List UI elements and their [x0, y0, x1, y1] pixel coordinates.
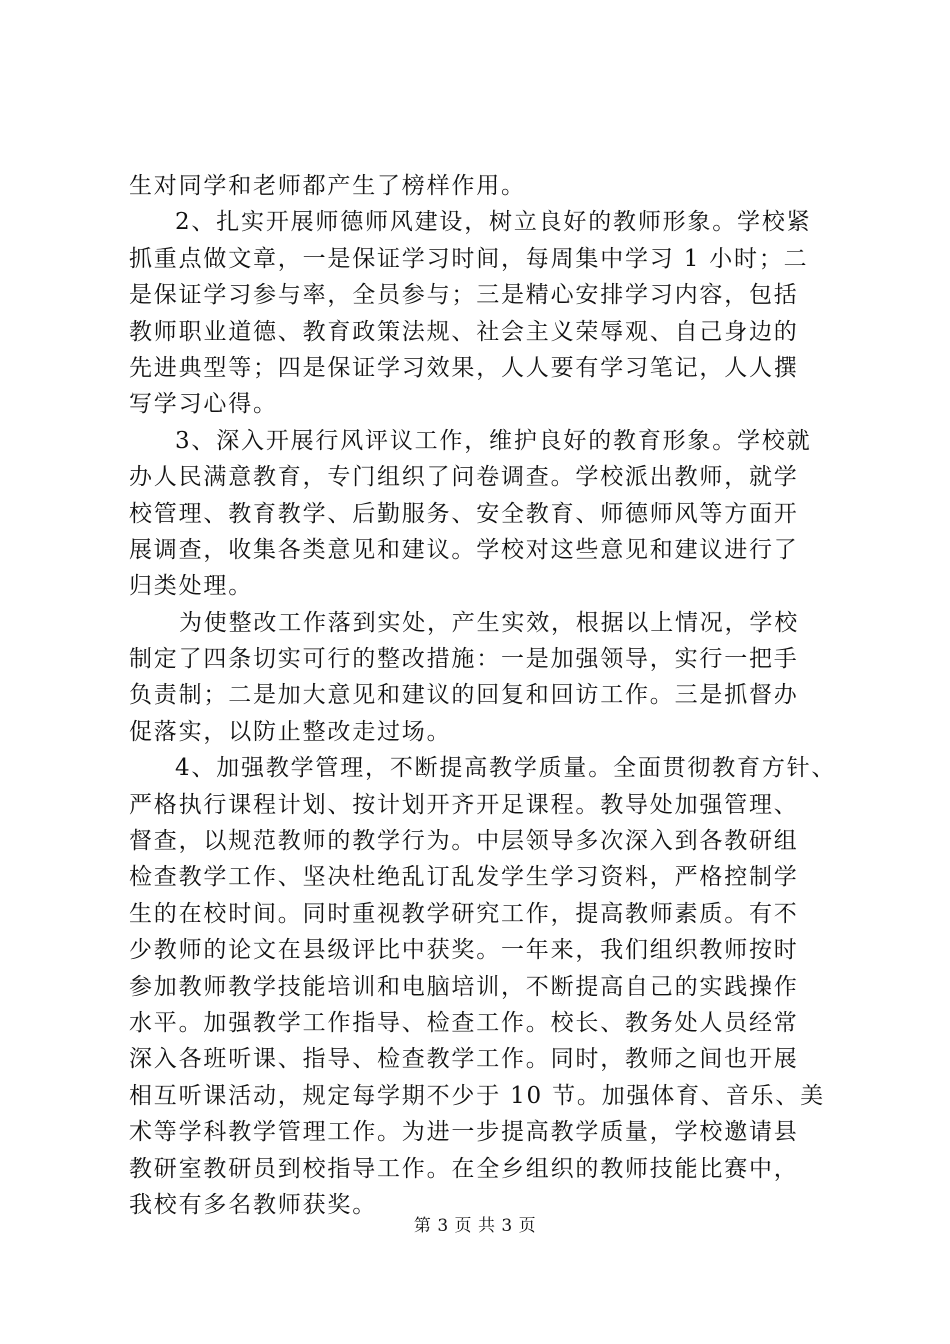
paragraph-start-line: 为使整改工作落到实处，产生实效，根据以上情况，学校 — [179, 609, 799, 636]
text-line: 展调查，收集各类意见和建议。学校对这些意见和建议进行了 — [129, 536, 799, 563]
text-line: 归类处理。 — [129, 573, 253, 600]
text-line: 抓重点做文章，一是保证学习时间，每周集中学习 1 小时；二 — [129, 245, 809, 272]
text-line: 是保证学习参与率，全员参与；三是精心安排学习内容，包括 — [129, 282, 799, 309]
text-line: 检查教学工作、坚决杜绝乱订乱发学生学习资料，严格控制学 — [129, 864, 799, 891]
text-line: 相互听课活动，规定每学期不少于 10 节。加强体育、音乐、美 — [129, 1082, 825, 1109]
text-line: 生的在校时间。同时重视教学研究工作，提高教师素质。有不 — [129, 900, 799, 927]
text-line: 办人民满意教育，专门组织了问卷调查。学校派出教师，就学 — [129, 464, 799, 491]
text-line: 督查，以规范教师的教学行为。中层领导多次深入到各教研组 — [129, 828, 799, 855]
text-line: 写学习心得。 — [129, 391, 278, 418]
text-line: 先进典型等；四是保证学习效果，人人要有学习笔记，人人撰 — [129, 354, 799, 381]
text-line: 深入各班听课、指导、检查教学工作。同时，教师之间也开展 — [129, 1046, 799, 1073]
text-line: 教师职业道德、教育政策法规、社会主义荣辱观、自己身边的 — [129, 318, 799, 345]
text-line: 我校有多名教师获奖。 — [129, 1191, 377, 1218]
text-line: 教研室教研员到校指导工作。在全乡组织的教师技能比赛中， — [129, 1155, 799, 1182]
paragraph-start-line: 2、扎实开展师德师风建设，树立良好的教师形象。学校紧 — [175, 209, 812, 236]
text-line: 促落实，以防止整改走过场。 — [129, 718, 452, 745]
page-number-footer: 第 3 页 共 3 页 — [413, 1216, 537, 1236]
text-line: 严格执行课程计划、按计划开齐开足课程。教导处加强管理、 — [129, 791, 799, 818]
text-line: 制定了四条切实可行的整改措施：一是加强领导，实行一把手 — [129, 646, 799, 673]
text-line: 水平。加强教学工作指导、检查工作。校长、教务处人员经常 — [129, 1009, 799, 1036]
paragraph-start-line: 4、加强教学管理，不断提高教学质量。全面贯彻教育方针、 — [175, 755, 837, 782]
document-body — [129, 168, 837, 1223]
text-line: 校管理、教育教学、后勤服务、安全教育、师德师风等方面开 — [129, 500, 799, 527]
text-line: 生对同学和老师都产生了榜样作用。 — [129, 173, 526, 199]
text-line: 负责制；二是加大意见和建议的回复和回访工作。三是抓督办 — [129, 682, 799, 709]
text-line: 参加教师教学技能培训和电脑培训，不断提高自己的实践操作 — [129, 973, 799, 1000]
text-line: 术等学科教学管理工作。为进一步提高教学质量，学校邀请县 — [129, 1119, 799, 1146]
paragraph-start-line: 3、深入开展行风评议工作，维护良好的教育形象。学校就 — [175, 427, 812, 454]
text-line: 少教师的论文在县级评比中获奖。一年来，我们组织教师按时 — [129, 937, 799, 964]
